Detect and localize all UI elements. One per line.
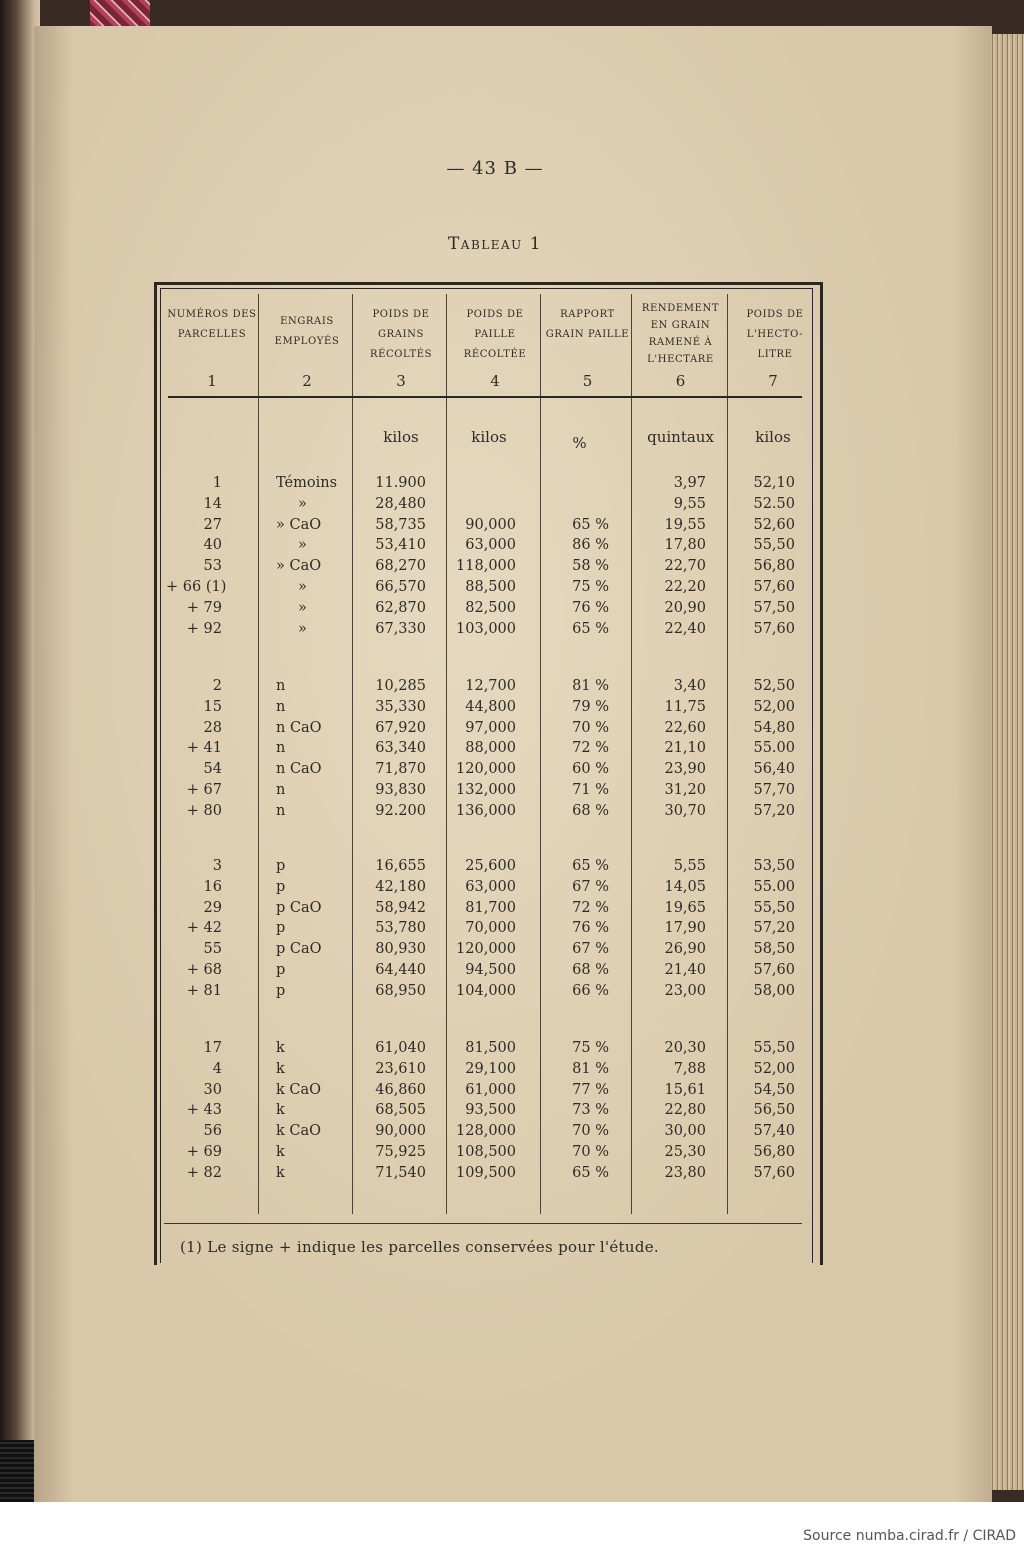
cell-fertilizer: » [298, 495, 307, 512]
cell-parcel-number: 27 [203, 516, 222, 533]
cell-hectolitre-weight: 58,50 [753, 941, 795, 958]
column-divider [631, 294, 632, 1214]
cell-fertilizer: n [276, 678, 286, 694]
column-number: 7 [768, 372, 778, 390]
cell-grain-straw-ratio: 77 % [572, 1081, 609, 1098]
cell-grain-weight: 68,950 [375, 982, 426, 999]
cell-straw-weight: 90,000 [465, 516, 516, 533]
cell-straw-weight: 81,500 [465, 1040, 516, 1056]
cell-grain-weight: 61,040 [375, 1040, 426, 1056]
cell-grain-straw-ratio: 65 % [572, 516, 609, 533]
cell-straw-weight: 128,000 [456, 1123, 516, 1140]
cell-parcel-number: + 79 [186, 599, 222, 616]
viewer-footer [0, 1502, 1024, 1552]
cell-straw-weight: 12,700 [465, 678, 516, 694]
cell-grain-weight: 58,735 [375, 516, 426, 533]
cell-parcel-number: 2 [212, 678, 222, 694]
cell-grain-weight: 23,610 [375, 1060, 426, 1077]
cell-yield-per-hectare: 17,90 [664, 920, 706, 937]
cell-parcel-number: + 66 (1) [166, 579, 227, 595]
cell-hectolitre-weight: 56,50 [753, 1102, 795, 1119]
cell-grain-straw-ratio: 70 % [572, 719, 609, 736]
cell-fertilizer: k [276, 1060, 285, 1077]
header-straw-weight: POIDS DE PAILLE RÉCOLTÉE [463, 309, 527, 360]
cell-grain-straw-ratio: 68 % [572, 962, 609, 978]
cell-yield-per-hectare: 14,05 [664, 878, 706, 895]
cell-straw-weight: 88,500 [465, 579, 516, 595]
cell-grain-weight: 62,870 [375, 599, 426, 616]
cell-yield-per-hectare: 21,10 [664, 740, 706, 757]
cell-grain-straw-ratio: 65 % [572, 858, 609, 874]
cell-parcel-number: 53 [203, 558, 222, 575]
column-number: 5 [582, 372, 593, 390]
header-rule [168, 396, 802, 398]
cell-parcel-number: + 80 [186, 802, 222, 819]
cell-straw-weight: 81,700 [465, 899, 516, 916]
cell-fertilizer: p CaO [276, 899, 322, 916]
cell-grain-weight: 46,860 [375, 1081, 426, 1098]
column-number: 1 [207, 372, 217, 390]
cell-parcel-number: + 82 [186, 1164, 222, 1181]
cell-fertilizer: p [276, 858, 286, 874]
cell-grain-weight: 16,655 [375, 858, 426, 874]
cell-yield-per-hectare: 5,55 [673, 858, 706, 874]
cell-straw-weight: 97,000 [465, 719, 516, 736]
cell-grain-straw-ratio: 75 % [572, 579, 609, 595]
cell-yield-per-hectare: 11,75 [664, 698, 706, 715]
cell-hectolitre-weight: 52,00 [753, 698, 795, 715]
cell-hectolitre-weight: 57,20 [753, 802, 795, 819]
source-credit: Source numba.cirad.fr / CIRAD [803, 1528, 1016, 1544]
cell-grain-straw-ratio: 70 % [572, 1144, 609, 1160]
cell-grain-straw-ratio: 67 % [572, 941, 609, 958]
cell-yield-per-hectare: 23,80 [664, 1164, 706, 1181]
cell-fertilizer: k [276, 1164, 285, 1181]
cell-hectolitre-weight: 57,60 [753, 620, 795, 637]
page-edges [990, 34, 1024, 1490]
cell-parcel-number: 55 [203, 941, 222, 958]
column-divider [258, 294, 259, 1214]
column-number: 6 [675, 372, 686, 390]
cell-yield-per-hectare: 30,70 [664, 802, 706, 819]
cell-hectolitre-weight: 57,60 [753, 962, 795, 978]
unit-label: kilos [471, 428, 507, 446]
cell-grain-weight: 80,930 [375, 941, 426, 958]
cell-parcel-number: + 68 [186, 962, 222, 978]
cell-straw-weight: 109,500 [456, 1164, 516, 1181]
cell-parcel-number: + 69 [186, 1144, 222, 1160]
cell-straw-weight: 82,500 [465, 599, 516, 616]
cell-grain-straw-ratio: 66 % [572, 982, 609, 999]
cell-hectolitre-weight: 55,50 [753, 899, 795, 916]
cell-fertilizer: k [276, 1102, 285, 1119]
cell-grain-straw-ratio: 65 % [572, 620, 609, 637]
cell-yield-per-hectare: 23,90 [664, 761, 706, 778]
cell-parcel-number: 3 [212, 858, 222, 874]
cell-grain-straw-ratio: 68 % [572, 802, 609, 819]
cell-fertilizer: p [276, 920, 286, 937]
cell-grain-weight: 42,180 [375, 878, 426, 895]
page-number: — 43 B — [446, 158, 544, 179]
cell-straw-weight: 108,500 [456, 1144, 516, 1160]
cell-grain-straw-ratio: 65 % [572, 1164, 609, 1181]
header-parcel-numbers: NUMÉROS DES PARCELLES [167, 309, 257, 340]
cell-grain-weight: 28,480 [375, 495, 426, 512]
cell-straw-weight: 136,000 [456, 802, 516, 819]
cell-parcel-number: 54 [203, 761, 222, 778]
cell-straw-weight: 88,000 [465, 740, 516, 757]
cell-grain-weight: 71,540 [375, 1164, 426, 1181]
cell-fertilizer: » [298, 599, 307, 616]
cell-parcel-number: + 42 [186, 920, 222, 937]
cell-yield-per-hectare: 22,40 [664, 620, 706, 637]
cell-grain-weight: 90,000 [375, 1123, 426, 1140]
cell-grain-weight: 68,505 [375, 1102, 426, 1119]
cell-fertilizer: » CaO [276, 516, 322, 533]
cell-yield-per-hectare: 15,61 [664, 1081, 706, 1098]
cell-grain-weight: 64,440 [375, 962, 426, 978]
unit-label: % [572, 434, 587, 452]
cell-hectolitre-weight: 55,50 [753, 537, 795, 554]
cell-grain-weight: 11.900 [375, 475, 426, 491]
cell-yield-per-hectare: 25,30 [664, 1144, 706, 1160]
cell-grain-straw-ratio: 67 % [572, 878, 609, 895]
cell-straw-weight: 29,100 [465, 1060, 516, 1077]
cell-parcel-number: 4 [212, 1060, 222, 1077]
cell-hectolitre-weight: 55.00 [753, 740, 795, 757]
cell-grain-straw-ratio: 70 % [572, 1123, 609, 1140]
cell-grain-weight: 35,330 [375, 698, 426, 715]
cell-fertilizer: n [276, 782, 286, 798]
cell-hectolitre-weight: 56,40 [753, 761, 795, 778]
cell-fertilizer: k CaO [276, 1123, 322, 1140]
cell-yield-per-hectare: 30,00 [664, 1123, 706, 1140]
cell-yield-per-hectare: 9,55 [673, 495, 706, 512]
cell-yield-per-hectare: 3,97 [673, 475, 706, 491]
cell-straw-weight: 132,000 [456, 782, 516, 798]
bookmark-ribbon [90, 0, 150, 28]
cell-parcel-number: 40 [203, 537, 222, 554]
cell-parcel-number: 17 [203, 1040, 222, 1056]
cell-grain-weight: 92.200 [375, 802, 426, 819]
cell-straw-weight: 93,500 [465, 1102, 516, 1119]
cell-yield-per-hectare: 20,30 [664, 1040, 706, 1056]
cell-fertilizer: Témoins [276, 475, 338, 491]
cell-fertilizer: p [276, 878, 286, 895]
cell-parcel-number: 1 [212, 475, 222, 491]
cell-hectolitre-weight: 52,50 [753, 678, 795, 694]
cell-hectolitre-weight: 55,50 [753, 1040, 795, 1056]
cell-grain-straw-ratio: 75 % [572, 1040, 609, 1056]
column-number: 3 [396, 372, 406, 390]
cell-hectolitre-weight: 56,80 [753, 1144, 795, 1160]
cell-parcel-number: + 67 [186, 782, 222, 798]
cell-straw-weight: 44,800 [465, 698, 516, 715]
cell-grain-weight: 53,780 [375, 920, 426, 937]
cell-straw-weight: 94,500 [465, 962, 516, 978]
cell-straw-weight: 120,000 [456, 941, 516, 958]
cell-straw-weight: 25,600 [465, 858, 516, 874]
cell-fertilizer: n [276, 740, 286, 757]
cell-fertilizer: » [298, 579, 307, 595]
cell-grain-straw-ratio: 81 % [572, 1060, 609, 1077]
cell-fertilizer: n [276, 802, 286, 819]
cell-hectolitre-weight: 56,80 [753, 558, 795, 575]
cell-fertilizer: n CaO [276, 719, 322, 736]
cell-grain-straw-ratio: 72 % [572, 740, 609, 757]
cell-hectolitre-weight: 57,50 [753, 599, 795, 616]
column-divider [727, 294, 728, 1214]
cell-hectolitre-weight: 55.00 [753, 878, 795, 895]
unit-label: kilos [755, 428, 791, 446]
cell-parcel-number: 15 [203, 698, 222, 715]
cell-grain-weight: 75,925 [375, 1144, 426, 1160]
cell-hectolitre-weight: 58,00 [753, 982, 795, 999]
cell-straw-weight: 70,000 [465, 920, 516, 937]
cell-hectolitre-weight: 57,60 [753, 579, 795, 595]
cell-yield-per-hectare: 22,80 [664, 1102, 706, 1119]
cell-grain-straw-ratio: 60 % [572, 761, 609, 778]
cell-yield-per-hectare: 20,90 [664, 599, 706, 616]
cell-hectolitre-weight: 54,50 [753, 1081, 795, 1098]
cell-grain-straw-ratio: 86 % [572, 537, 609, 554]
cell-fertilizer: k [276, 1040, 285, 1056]
cell-fertilizer: » [298, 620, 307, 637]
cell-parcel-number: 14 [203, 495, 222, 512]
cell-yield-per-hectare: 17,80 [664, 537, 706, 554]
column-number: 2 [302, 372, 312, 390]
unit-label: kilos [383, 428, 419, 446]
cell-grain-weight: 58,942 [375, 899, 426, 916]
cell-parcel-number: + 92 [186, 620, 222, 637]
header-hectolitre-weight: POIDS DE L'HECTO-LITRE [746, 309, 804, 360]
cell-grain-straw-ratio: 76 % [572, 599, 609, 616]
cell-parcel-number: + 41 [186, 740, 222, 757]
cell-straw-weight: 61,000 [465, 1081, 516, 1098]
cell-grain-straw-ratio: 76 % [572, 920, 609, 937]
cell-grain-weight: 10,285 [375, 678, 426, 694]
cell-grain-weight: 68,270 [375, 558, 426, 575]
cell-grain-weight: 67,920 [375, 719, 426, 736]
cell-yield-per-hectare: 7,88 [673, 1060, 706, 1077]
cell-fertilizer: p [276, 962, 286, 978]
cell-yield-per-hectare: 23,00 [664, 982, 706, 999]
cell-fertilizer: p CaO [276, 941, 322, 958]
header-fertilizer: ENGRAIS EMPLOYÉS [274, 316, 340, 347]
cell-hectolitre-weight: 57,70 [753, 782, 795, 798]
cell-grain-straw-ratio: 81 % [572, 678, 609, 694]
cell-grain-weight: 63,340 [375, 740, 426, 757]
cell-grain-straw-ratio: 72 % [572, 899, 609, 916]
cell-straw-weight: 63,000 [465, 878, 516, 895]
cell-hectolitre-weight: 52,10 [753, 475, 795, 491]
header-grain-straw-ratio: RAPPORT GRAIN PAILLE [545, 309, 630, 340]
cell-yield-per-hectare: 31,20 [664, 782, 706, 798]
column-divider [540, 294, 541, 1214]
cell-yield-per-hectare: 22,20 [664, 579, 706, 595]
cell-fertilizer: n CaO [276, 761, 322, 778]
cell-yield-per-hectare: 22,70 [664, 558, 706, 575]
cell-hectolitre-weight: 54,80 [753, 719, 795, 736]
cell-hectolitre-weight: 57,60 [753, 1164, 795, 1181]
cell-grain-weight: 71,870 [375, 761, 426, 778]
cell-hectolitre-weight: 57,40 [753, 1123, 795, 1140]
cell-parcel-number: 29 [203, 899, 222, 916]
cell-yield-per-hectare: 19,55 [664, 516, 706, 533]
cell-hectolitre-weight: 52,60 [753, 516, 795, 533]
cell-parcel-number: 30 [203, 1081, 222, 1098]
column-number: 4 [490, 372, 500, 390]
cell-yield-per-hectare: 21,40 [664, 962, 706, 978]
cell-grain-weight: 93,830 [375, 782, 426, 798]
cell-yield-per-hectare: 19,65 [664, 899, 706, 916]
cell-parcel-number: 16 [203, 878, 222, 895]
unit-label: quintaux [647, 428, 714, 446]
cell-hectolitre-weight: 57,20 [753, 920, 795, 937]
cell-grain-straw-ratio: 58 % [572, 558, 609, 575]
cell-grain-straw-ratio: 71 % [572, 782, 609, 798]
header-grain-weight: POIDS DE GRAINS RÉCOLTÉS [369, 309, 433, 360]
cell-straw-weight: 63,000 [465, 537, 516, 554]
cell-hectolitre-weight: 52,00 [753, 1060, 795, 1077]
cell-straw-weight: 103,000 [456, 620, 516, 637]
cell-parcel-number: 28 [203, 719, 222, 736]
cell-fertilizer: » [298, 537, 307, 554]
cell-grain-weight: 66,570 [375, 579, 426, 595]
cell-fertilizer: » CaO [276, 558, 322, 575]
cell-fertilizer: k [276, 1144, 285, 1160]
cell-grain-weight: 53,410 [375, 537, 426, 554]
cell-fertilizer: k CaO [276, 1081, 322, 1098]
cell-hectolitre-weight: 53,50 [753, 858, 795, 874]
cell-parcel-number: 56 [203, 1123, 222, 1140]
table-title: Tableau 1 [447, 234, 543, 254]
cell-hectolitre-weight: 52.50 [753, 495, 795, 512]
cell-straw-weight: 120,000 [456, 761, 516, 778]
cell-grain-straw-ratio: 73 % [572, 1102, 609, 1119]
cell-parcel-number: + 81 [186, 982, 222, 999]
footer-rule [164, 1223, 802, 1224]
cell-grain-straw-ratio: 79 % [572, 698, 609, 715]
cell-yield-per-hectare: 3,40 [673, 678, 706, 694]
cell-straw-weight: 104,000 [456, 982, 516, 999]
cell-straw-weight: 118,000 [456, 558, 516, 575]
cell-yield-per-hectare: 22,60 [664, 719, 706, 736]
header-yield-per-hectare: RENDEMENT EN GRAIN RAMENÉ À L'HECTARE [641, 303, 720, 365]
cell-fertilizer: p [276, 982, 286, 999]
footnote: (1) Le signe + indique les parcelles conservées pour l'étude. [180, 1238, 659, 1256]
cell-parcel-number: + 43 [186, 1102, 222, 1119]
cell-grain-weight: 67,330 [375, 620, 426, 637]
cell-yield-per-hectare: 26,90 [664, 941, 706, 958]
cell-fertilizer: n [276, 698, 286, 715]
